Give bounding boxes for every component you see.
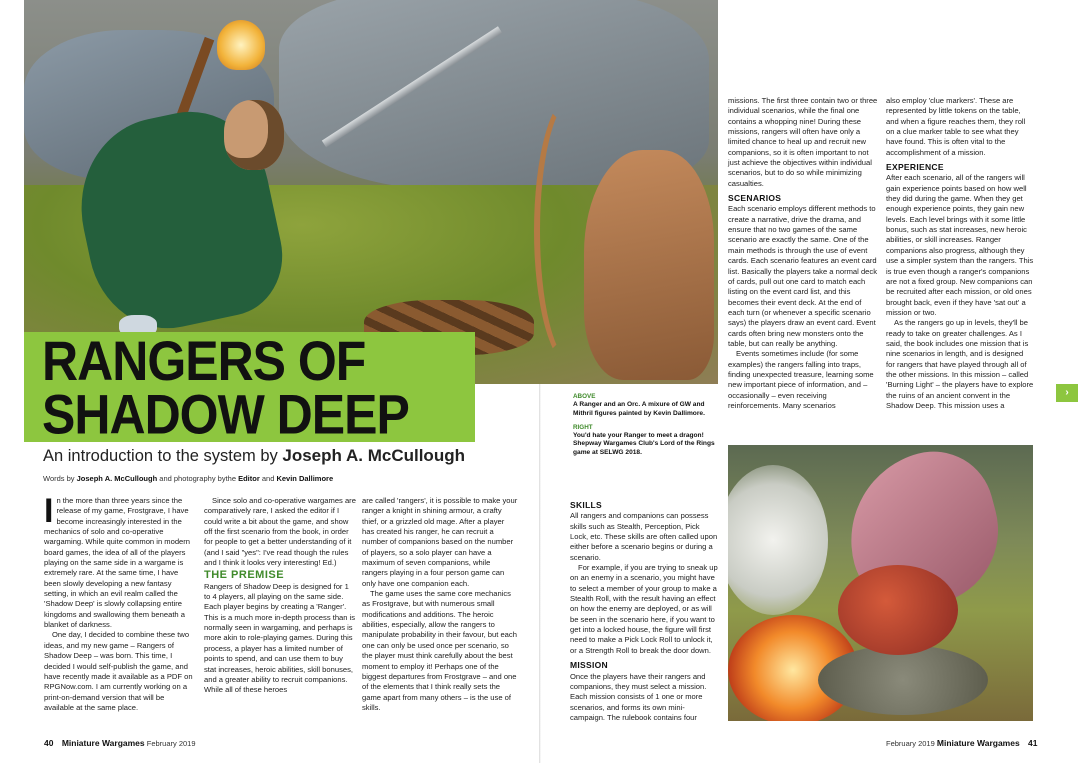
folio-left [44,738,196,748]
article-title-text: RANGERS OF SHADOW DEEP [42,329,409,446]
section-heading-mission: MISSION [570,660,608,671]
paragraph: One day, I decided to combine these two ideas, and my new game – Rangers of Shadow Deep – was born. This time, I decided I would self-publish the game, and have recently made it available as a PDF on RPGNow.com. I am currently working on a print-on-demand version that will be available at the same place. [44,630,193,712]
body-column-4 [728,96,878,411]
body-column-3 [362,496,518,713]
magazine-name-left: Miniature Wargames [61,738,145,748]
caption-text-above: A Ranger and an Orc. A mixure of GW and Mithril figures painted by Kevin Dallimore. [573,401,705,417]
subtitle-author: Joseph A. McCullough [282,446,465,465]
caption-label-above: ABOVE [573,393,596,400]
issue-date-left: February 2019 [146,739,196,748]
smoke-effect [728,465,828,615]
paragraph: also employ 'clue markers'. These are represented by little tokens on the table, and when a figure reaches them, they roll on a clue marker table to see what they have found. This is often vital to the accomplishment of a mission. [886,96,1026,157]
subtitle-lead: An introduction to the system by [43,447,283,465]
credits-and: and [259,474,277,483]
section-heading-premise: THE PREMISE [204,569,285,582]
credits-photographer: Kevin Dallimore [276,474,334,483]
paragraph: n the more than three years since the release of my game, Frostgrave, I have become increasingly interested in the mechanics of solo and co-operative wargaming. While quite common in modern board games, the idea of all of the players playing on the same side in a wargame is extremely rare. At the same time, I have been slowly developing a new fantasy setting, in which an evil realm called the 'Shadow Deep' is slowly collapsing entire kingdoms and swallowing them beneath a blanket of darkness. [44,496,191,630]
paragraph: Rangers of Shadow Deep is designed for 1 to 4 players, all playing on the same side. Each player begins by creating a 'Ranger'. This is a much more in-depth process than is normally seen in wargaming, and perhaps is more akin to role-playing games. During this process, a player has a limited number of points to spend, and can use them to buy stat increases, heroic abilities, skill bonuses, and a greater ability to recruit companions. While all of these heroes [204,581,356,695]
paragraph: For example, if you are trying to sneak up on an enemy in a scenario, you might have to select a member of your group to make a Stealth Roll, with the result having an effect on how the enemy are deployed, or as will be seen in the scenario here, if you want to get into a locked house, the figure will first need to make a Pick Lock Roll to unlock it, or a Strength Roll to break the door down. [570,563,718,655]
paragraph: missions. The first three contain two or three individual scenarios, while the final one contains a whopping nine! During these missions, rangers will often have only a limited chance to heal up and recruit new companions, so it is often important to not just achieve the objectives within individual scenarios, but to do so while minimizing casualties. [728,96,878,188]
dragon-body [838,565,958,655]
body-column-5 [886,96,1034,411]
dragon-photo [728,445,1033,721]
article-credits [43,474,333,483]
paragraph: All rangers and companions can possess skills such as Stealth, Perception, Pick Lock, etc. These skills are often called upon either before a scenario begins or during a scenario. [570,511,718,562]
paragraph: Once the players have their rangers and companions, they must select a mission. Each mission consists of 1 one or more scenarios, and forms its own mini-campaign. The rulebook contains four [570,671,707,722]
credits-words: Words by [43,474,77,483]
issue-date-right: February 2019 [886,739,935,748]
page-number-right: 41 [1028,738,1038,748]
body-column-1 [44,492,196,713]
paragraph: As the rangers go up in levels, they'll be ready to take on greater challenges. As I said, the book includes one mission that is nine scenarios in length, and is designed for rangers that have played through all of the other missions. In this mission – called 'Burning Light' – the players have to explore the ruins of an ancient convent in the Shadow Deep. This mission uses a [886,318,1034,410]
paragraph: The game uses the same core mechanics as Frostgrave, but with numerous small modifications and additions. The heroic abilities, especially, allow the rangers to manipulate probability in their favour, but each one can only be used once per scenario, so the player must think carefully about the best moment to employ it! Perhaps one of the biggest departures from Frostgrave – and one of the elements that I think really sets the game apart from many others – is the use of skills. [362,589,517,712]
drop-cap: I [44,492,54,530]
paragraph: After each scenario, all of the rangers will gain experience points based on how well they did during the game. When they get enough experience points, they gain new levels. Each level brings with it some little bonus, such as stat increases, new heroic abilities, or skill increases. Ranger companions also progress, although they use a simpler system than the rangers. This is true even though a ranger's companions are not a fixed group. New companions can be recruited after each mission, or old ones brought back, even if they have 'sat out' a mission or two. [886,173,1034,317]
article-subtitle [43,446,465,466]
body-column-2 [204,496,356,696]
caption-text-right: You'd hate your Ranger to meet a dragon! Shepway Wargames Club's Lord of the Rings game at SELWG 2018. [573,432,715,456]
section-heading-skills: SKILLS [570,500,603,510]
paragraph: Since solo and co-operative wargames are comparatively rare, I asked the editor if I could write a bit about the game, and show off the first scenario from the book, in order for people to get a better understanding of it (and I said "yes": I've read though the rules and I think it looks very interesting! Ed.) [204,496,356,568]
credits-editor: Editor [238,474,260,483]
orc-figure [584,150,714,380]
paragraph: Each scenario employs different methods to create a narrative, drive the drama, and ensure that no two games of the same scenario are exactly the same. One of the main methods is through the use of event cards. Each scenario features an event card list. Basically the players take a normal deck of cards, pull out one card to match each listing on the event card list, and this becomes their event deck. At the end of each turn (or whenever a specific scenario says) the players draw an event card. Event cards often bring new monsters onto the table, but can really be anything. [728,204,877,348]
photo-captions [573,393,718,463]
credits-photo: and photography bythe [157,474,239,483]
paragraph: are called 'rangers', it is possible to make your ranger a knight in shining armour, a crafty thief, or a grizzled old mage. After a player has created his ranger, he can recruit a number of companions based on the number of players, so a solo player can have a maximum of seven companions, while rangers playing in a four person game can only have one companion each. [362,496,518,588]
miniature-base [818,645,988,715]
section-heading-experience: EXPERIENCE [886,162,944,173]
section-heading-scenarios: SCENARIOS [728,193,782,204]
hero-photo-ranger-and-orc [24,0,718,384]
article-title [42,329,472,446]
paragraph: Events sometimes include (for some examples) the rangers falling into traps, finding unexpected treasure, learning some new important piece of information, and – occasionally – even receiving reinforcements. Many scenarios [728,349,874,410]
page-number-left: 40 [44,738,54,748]
body-column-6 [570,496,718,723]
folio-right [886,738,1038,748]
credits-author: Joseph A. McCullough [76,474,158,483]
torch-flame [217,20,265,70]
magazine-name-right: Miniature Wargames [936,738,1020,748]
chevron-right-icon: › [1056,384,1078,402]
ranger-head [224,100,284,170]
caption-label-right: RIGHT [573,423,593,431]
